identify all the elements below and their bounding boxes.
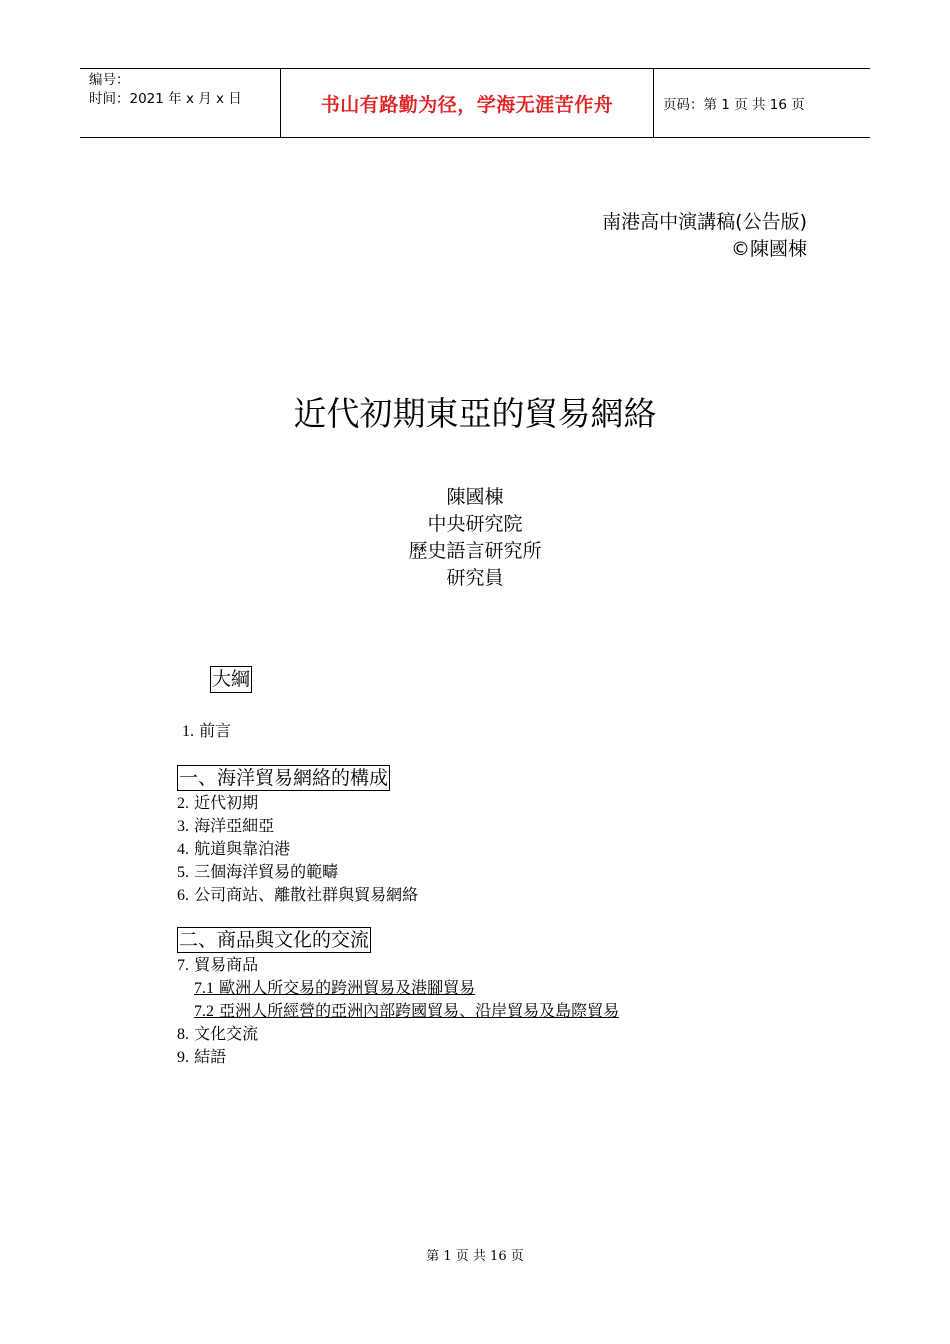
speech-credit xyxy=(602,209,807,263)
item-text: 三個海洋貿易的範疇 xyxy=(194,862,339,881)
item-number: 7.2 xyxy=(194,1003,214,1020)
item-number: 4. xyxy=(177,841,189,858)
item-text: 近代初期 xyxy=(194,793,259,812)
header-motto-cell xyxy=(281,69,654,137)
outline-heading: 大綱 xyxy=(210,666,252,693)
item-text: 亞洲人所經營的亞洲內部跨國貿易、沿岸貿易及島際貿易 xyxy=(219,1001,620,1020)
author-name: 陳國棟 xyxy=(446,486,504,508)
item-number: 7. xyxy=(177,957,189,974)
list-item xyxy=(177,815,418,838)
credit-line-2: ©陳國棟 xyxy=(730,238,807,260)
item-number: 9. xyxy=(177,1049,189,1066)
item-number: 8. xyxy=(177,1026,189,1043)
item-number: 2. xyxy=(177,795,189,812)
list-item xyxy=(177,861,418,884)
item-text: 貿易商品 xyxy=(194,955,259,974)
item-text: 海洋亞細亞 xyxy=(194,816,275,835)
item-text: 文化交流 xyxy=(194,1024,259,1043)
header-table xyxy=(80,68,870,138)
outline-list-part1 xyxy=(177,792,418,907)
page-footer: 第 1 页 共 16 页 xyxy=(426,1249,524,1264)
list-item xyxy=(177,792,418,815)
author-position: 研究員 xyxy=(446,567,504,589)
list-item xyxy=(177,1023,619,1046)
item-text: 航道與靠泊港 xyxy=(194,839,291,858)
item-number: 5. xyxy=(177,864,189,881)
item-number: 1. xyxy=(182,723,194,740)
outline-item-intro xyxy=(182,720,231,743)
motto-text: 书山有路勤为径，学海无涯苦作舟 xyxy=(320,93,614,116)
sub-list-item xyxy=(177,977,619,1000)
credit-line-1: 南港高中演講稿(公告版) xyxy=(602,211,807,233)
item-number: 3. xyxy=(177,818,189,835)
list-item xyxy=(177,1046,619,1069)
sub-list-item xyxy=(177,1000,619,1023)
date-label: 时间：2021 年 x 月 x 日 xyxy=(89,91,242,107)
outline-list-part2 xyxy=(177,954,619,1069)
item-text: 公司商站、離散社群與貿易網絡 xyxy=(194,885,419,904)
list-item xyxy=(177,954,619,977)
item-text: 結語 xyxy=(194,1047,227,1066)
header-page-cell xyxy=(654,69,870,137)
section-heading-1: 一、海洋貿易網絡的構成 xyxy=(179,767,389,789)
item-number: 6. xyxy=(177,887,189,904)
item-number: 7.1 xyxy=(194,980,214,997)
item-text: 歐洲人所交易的跨洲貿易及港腳貿易 xyxy=(219,978,476,997)
header-meta-cell xyxy=(80,69,281,137)
section-heading-2: 二、商品與文化的交流 xyxy=(179,929,370,951)
author-department: 歷史語言研究所 xyxy=(408,540,542,562)
item-text: 前言 xyxy=(199,721,232,740)
document-title: 近代初期東亞的貿易網絡 xyxy=(293,394,657,433)
author-block xyxy=(0,484,950,592)
code-label: 编号： xyxy=(89,72,130,88)
author-institution: 中央研究院 xyxy=(427,513,523,535)
page-info: 页码：第 1 页 共 16 页 xyxy=(663,97,805,113)
list-item xyxy=(177,884,418,907)
list-item xyxy=(177,838,418,861)
